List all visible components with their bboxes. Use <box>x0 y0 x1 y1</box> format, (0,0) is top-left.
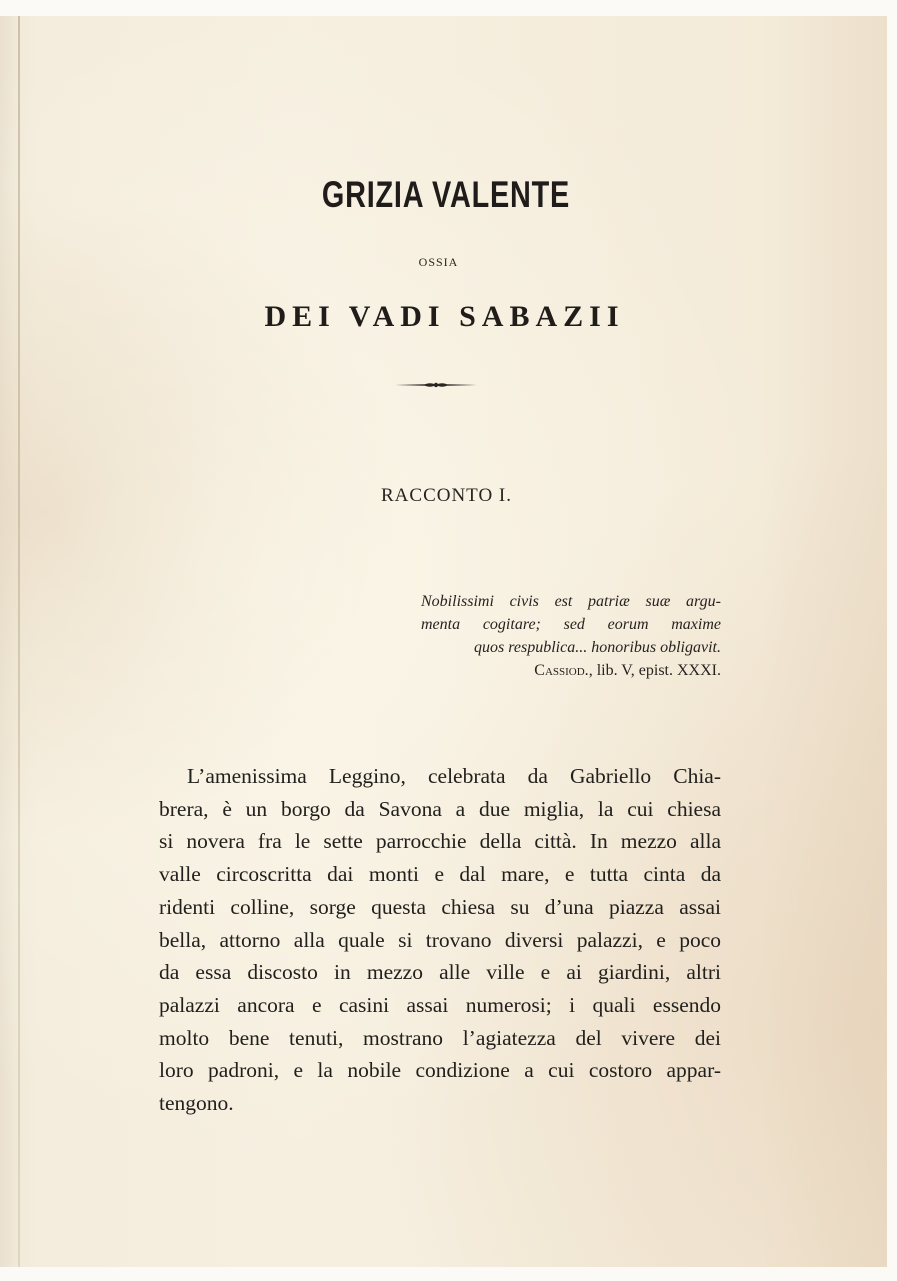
epigraph <box>421 590 721 682</box>
body-line: L’amenissima Leggino, celebrata da Gabriello Chia- <box>187 764 721 788</box>
body-line: da essa discosto in mezzo alle ville e ai giardini, altri <box>159 960 721 985</box>
epigraph-line: Nobilissimi civis est patriæ suæ argu- <box>421 593 721 610</box>
epigraph-source-citation: , lib. V, epist. XXXI. <box>588 662 721 679</box>
body-line: brera, è un borgo da Savona a due miglia, la cui chiesa <box>159 796 721 821</box>
body-line: loro padroni, e la nobile condizione a cui costoro appar- <box>159 1058 721 1083</box>
decorative-rule-ornament <box>395 380 477 390</box>
epigraph-source <box>421 659 721 682</box>
epigraph-line: quos respublica... honoribus obligavit. <box>474 639 721 656</box>
body-line: ridenti colline, sorge questa chiesa su d’una piazza assai <box>159 894 721 919</box>
book-title: GRIZIA VALENTE <box>321 174 571 215</box>
body-line: molto bene tenuti, mostrano l’agiatezza del vivere dei <box>159 1025 721 1050</box>
epigraph-line: menta cogitare; sed eorum maxime <box>421 616 721 633</box>
body-line: palazzi ancora e casini assai numerosi; i quali essendo <box>159 992 721 1017</box>
epigraph-source-author: Cassiod. <box>534 662 589 679</box>
body-paragraph <box>159 760 721 1120</box>
binding-edge <box>18 16 20 1267</box>
body-line: valle circoscritta dai monti e dal mare, e tutta cinta da <box>159 862 721 887</box>
chapter-heading: RACCONTO I. <box>381 485 512 506</box>
book-subtitle: DEI VADI SABAZII <box>264 300 625 333</box>
title-conjunction: OSSIA <box>418 255 459 269</box>
body-line: si novera fra le sette parrocchie della città. In mezzo alla <box>159 829 721 854</box>
body-line: bella, attorno alla quale si trovano diversi palazzi, e poco <box>159 927 721 952</box>
body-line: tengono. <box>159 1091 234 1116</box>
